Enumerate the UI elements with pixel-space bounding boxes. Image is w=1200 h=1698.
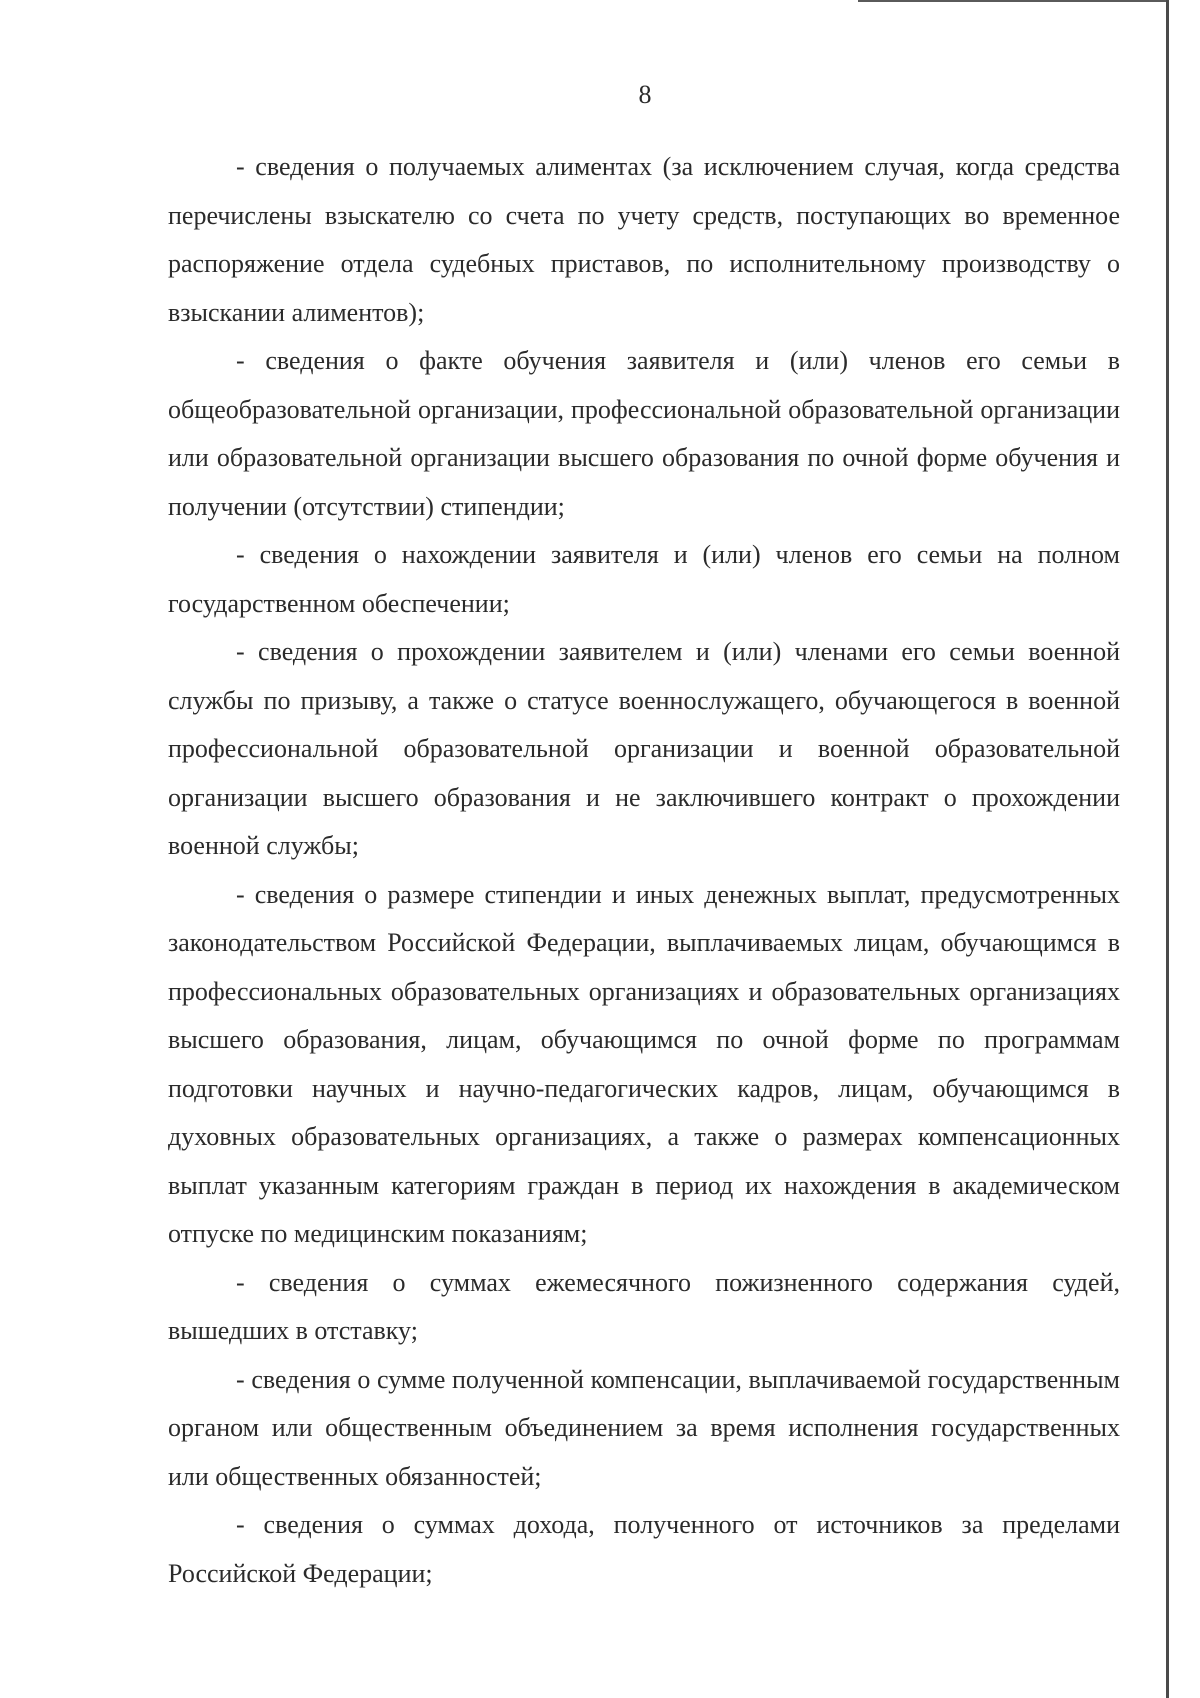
paragraph-state-support: - сведения о нахождении заявителя и (или) членов его семьи на полном государственном обеспечении; bbox=[168, 540, 1120, 618]
paragraph-education: - сведения о факте обучения заявителя и (или) членов его семьи в общеобразовательной организации, профессиональной образовательной организации или образовательной организации высшего образования по очной форме обучения и получении (отсутствии) стипендии; bbox=[168, 346, 1120, 521]
page-number: 8 bbox=[638, 80, 652, 109]
paragraph-foreign-income: - сведения о суммах дохода, полученного от источников за пределами Российской Федерации; bbox=[168, 1510, 1120, 1588]
paragraph-military-service: - сведения о прохождении заявителем и (или) членами его семьи военной службы по призыву, а также о статусе военнослужащего, обучающегося в военной профессиональной образовательной организации и военной образовательной организации высшего образования и не заключившего контракт о прохождении военной службы; bbox=[168, 637, 1120, 860]
paragraph-compensation: - сведения о сумме полученной компенсации, выплачиваемой государственным органом или общественным объединением за время исполнения государственных или общественных обязанностей; bbox=[168, 1364, 1120, 1491]
paragraph-judges-pension: - сведения о суммах ежемесячного пожизненного содержания судей, вышедших в отставку; bbox=[168, 1267, 1120, 1345]
paragraph-alimony: - сведения о получаемых алиментах (за исключением случая, когда средства перечислены взыскателю со счета по учету средств, поступающих во временное распоряжение отдела судебных приставов, по исполнительному производству о взыскании алиментов); bbox=[168, 152, 1120, 327]
scan-right-edge-line bbox=[1166, 0, 1169, 1698]
scan-top-edge-line bbox=[858, 0, 1168, 2]
paragraph-stipend: - сведения о размере стипендии и иных денежных выплат, предусмотренных законодательством Российской Федерации, выплачиваемых лицам, обучающимся в профессиональных образовательных организациях и образовательных организациях высшего образования, лицам, обучающимся по очной форме по программам подготовки научных и научно-педагогических кадров, лицам, обучающимся в духовных образовательных организациях, а также о размерах компенсационных выплат указанным категориям граждан в период их нахождения в академическом отпуске по медицинским показаниям; bbox=[168, 879, 1120, 1248]
document-body bbox=[168, 143, 1120, 1598]
